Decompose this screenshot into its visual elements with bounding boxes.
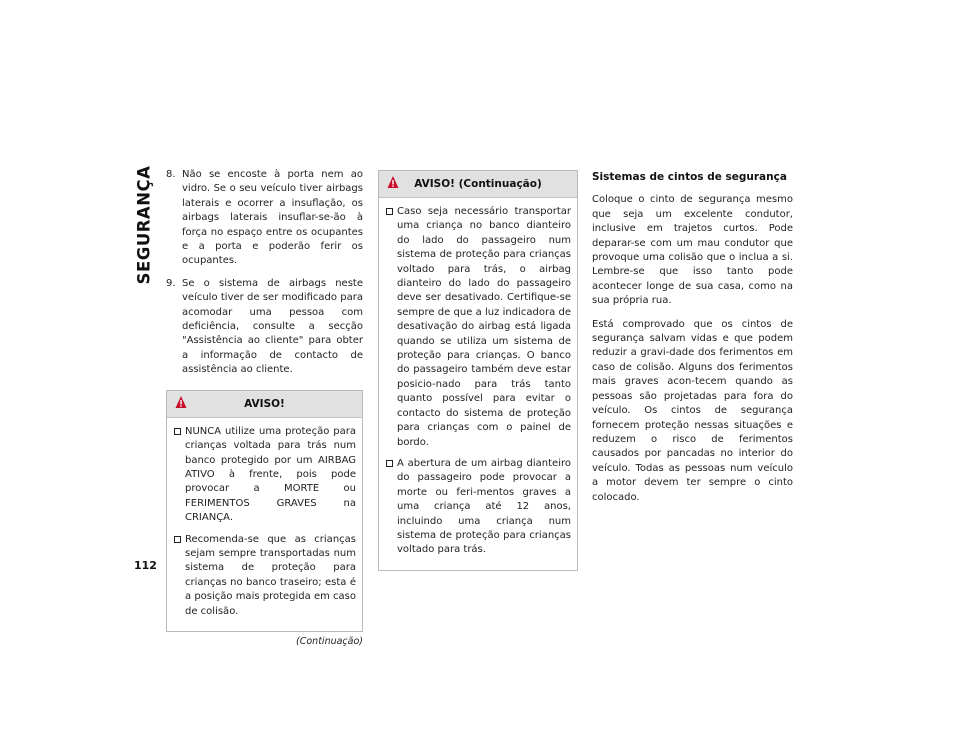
paragraph: Coloque o cinto de segurança mesmo que seja um excelente condutor, inclusive em trajetos curtos. Pode deparar-se com um mau condutor que provoque uma colisão que o inclua a si. Lembre-se que isso tanto pode acontecer longe de sua casa, como na sua própria rua. xyxy=(592,194,793,307)
list-item xyxy=(166,168,363,269)
column-left xyxy=(166,168,363,649)
section-side-title xyxy=(132,165,156,285)
square-bullet-icon xyxy=(386,208,393,215)
warning-header xyxy=(167,391,362,418)
warning-bullet xyxy=(386,205,571,450)
list-item-number: 8. xyxy=(166,169,176,180)
side-title-text: SEGURANÇA xyxy=(134,165,154,285)
continued-note: (Continuação) xyxy=(296,635,363,647)
column-middle xyxy=(378,170,578,571)
warning-triangle-icon xyxy=(175,395,187,409)
square-bullet-icon xyxy=(174,536,181,543)
list-item-number: 9. xyxy=(166,277,176,289)
page-number: 112 xyxy=(134,559,157,572)
list-item-text: Se o sistema de airbags neste veículo tiver de ser modificado para acomodar uma pessoa com deficiência, consulte a secção "Assistência ao cliente" para obter a informação de contacto de assistência ao cliente. xyxy=(182,277,363,376)
warning-triangle-icon xyxy=(387,175,399,189)
square-bullet-icon xyxy=(386,460,393,467)
warning-body xyxy=(379,198,577,570)
warning-bullet xyxy=(174,425,356,526)
warning-box xyxy=(166,390,363,632)
numbered-list xyxy=(166,168,363,378)
warning-bullet xyxy=(174,533,356,619)
section-heading: Sistemas de cintos de segurança xyxy=(592,171,787,183)
warning-bullet-text: A abertura de um airbag dianteiro do passageiro pode provocar a morte ou feri-mentos graves a uma criança até 12 anos, incluindo uma criança num sistema de proteção para crianças voltado para trás. xyxy=(397,457,571,556)
warning-title: AVISO! xyxy=(244,397,285,410)
column-right xyxy=(592,170,793,514)
warning-title: AVISO! (Continuação) xyxy=(414,178,542,190)
list-item xyxy=(166,277,363,378)
warning-bullet-text: NUNCA utilize uma proteção para crianças voltada para trás num banco protegido por um AIRBAG ATIVO à frente, pois pode provocar a MORTE ou FERIMENTOS GRAVES na CRIANÇA. xyxy=(185,425,356,524)
square-bullet-icon xyxy=(174,428,181,435)
list-item-text: Não se encoste à porta nem ao vidro. Se o seu veículo tiver airbags laterais e ocorrer a insuflação, os airbags laterais insuflar-se-ão à força no espaço entre os ocupantes e a porta e poderão ferir os ocupantes. xyxy=(182,169,363,267)
warning-body xyxy=(167,418,362,631)
warning-box-continued xyxy=(378,170,578,571)
paragraph: Está comprovado que os cintos de segurança salvam vidas e que podem reduzir a gravi-dade dos ferimentos em caso de colisão. Alguns dos ferimentos mais graves acon-tecem quando as pessoas são projetadas para fora do veículo. Os cintos de segurança fornecem proteção nessas situações e reduzem o risco de ferimentos causados por pancadas no interior do veículo. Todas as pessoas num veículo a motor devem ter sempre o cinto colocado. xyxy=(592,318,793,503)
warning-bullet xyxy=(386,457,571,558)
warning-header xyxy=(379,171,577,198)
warning-bullet-text: Caso seja necessário transportar uma criança no banco dianteiro do lado do passageiro num sistema de proteção para crianças voltado para trás, o airbag dianteiro do lado do passageiro deve ser desativado. Certifique-se sempre de que a luz indicadora de desativação do airbag está ligada quando se utiliza um sistema de proteção para crianças. O banco do passageiro também deve estar posicio-nado para trás tanto quanto possível para evitar o contacto do sistema de proteção para crianças com o painel de bordo. xyxy=(397,206,571,448)
warning-bullet-text: Recomenda-se que as crianças sejam sempre transportadas num sistema de proteção para crianças no banco traseiro; esta é a posição mais protegida em caso de colisão. xyxy=(185,533,356,617)
